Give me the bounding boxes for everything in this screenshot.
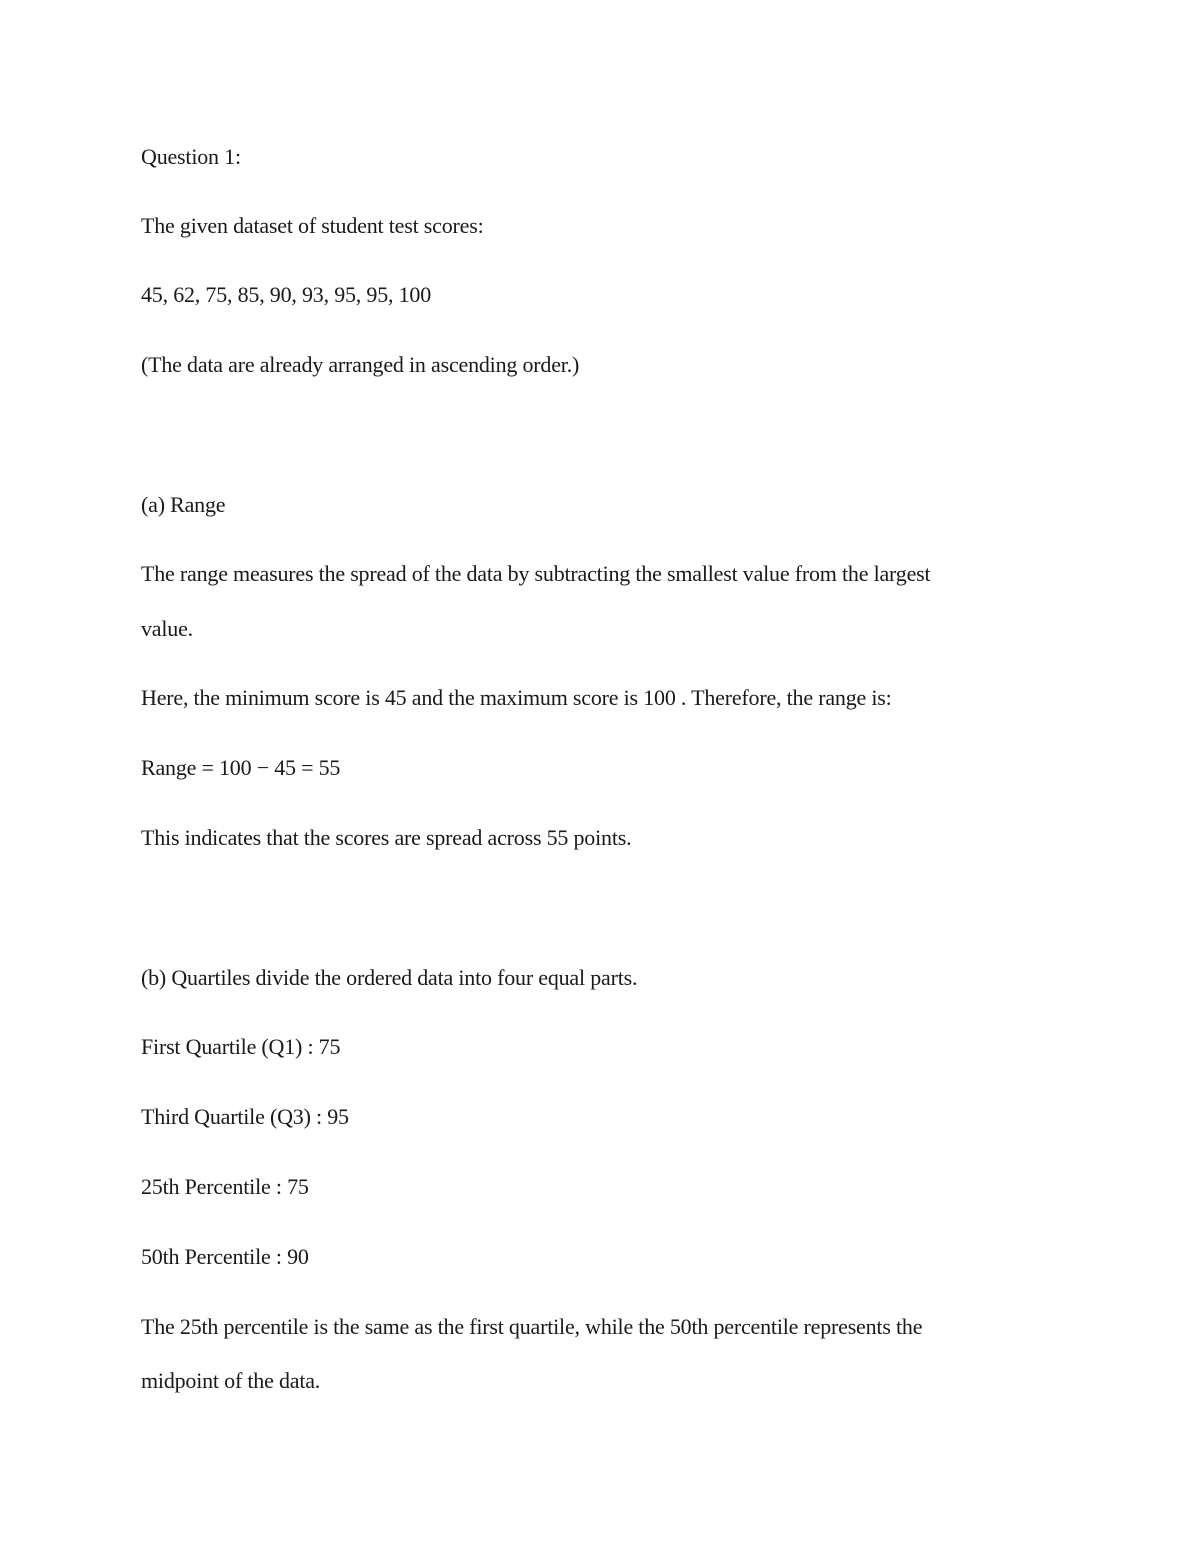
part-a-formula: Range = 100 − 45 = 55 [141,755,341,780]
dataset-values: 45, 62, 75, 85, 90, 93, 95, 95, 100 [141,282,432,307]
third-quartile: Third Quartile (Q3) : 95 [141,1104,349,1129]
intro-text: The given dataset of student test scores: [141,213,484,238]
percentile-25: 25th Percentile : 75 [141,1174,309,1199]
part-a-heading: (a) Range [141,492,226,517]
first-quartile: First Quartile (Q1) : 75 [141,1034,341,1059]
percentile-50: 50th Percentile : 90 [141,1244,309,1269]
part-a-explanation-line2: value. [141,616,193,641]
ordering-note: (The data are already arranged in ascending order.) [141,352,580,377]
part-a-min-max: Here, the minimum score is 45 and the maximum score is 100 . Therefore, the range is: [141,685,892,710]
part-a-conclusion: This indicates that the scores are spread across 55 points. [141,825,632,850]
part-b-heading: (b) Quartiles divide the ordered data into four equal parts. [141,965,638,990]
part-b-conclusion-line2: midpoint of the data. [141,1368,321,1393]
question-heading: Question 1: [141,144,241,169]
part-a-explanation-line1: The range measures the spread of the data by subtracting the smallest value from the largest [141,561,931,586]
part-b-conclusion-line1: The 25th percentile is the same as the first quartile, while the 50th percentile represents the [141,1314,923,1339]
